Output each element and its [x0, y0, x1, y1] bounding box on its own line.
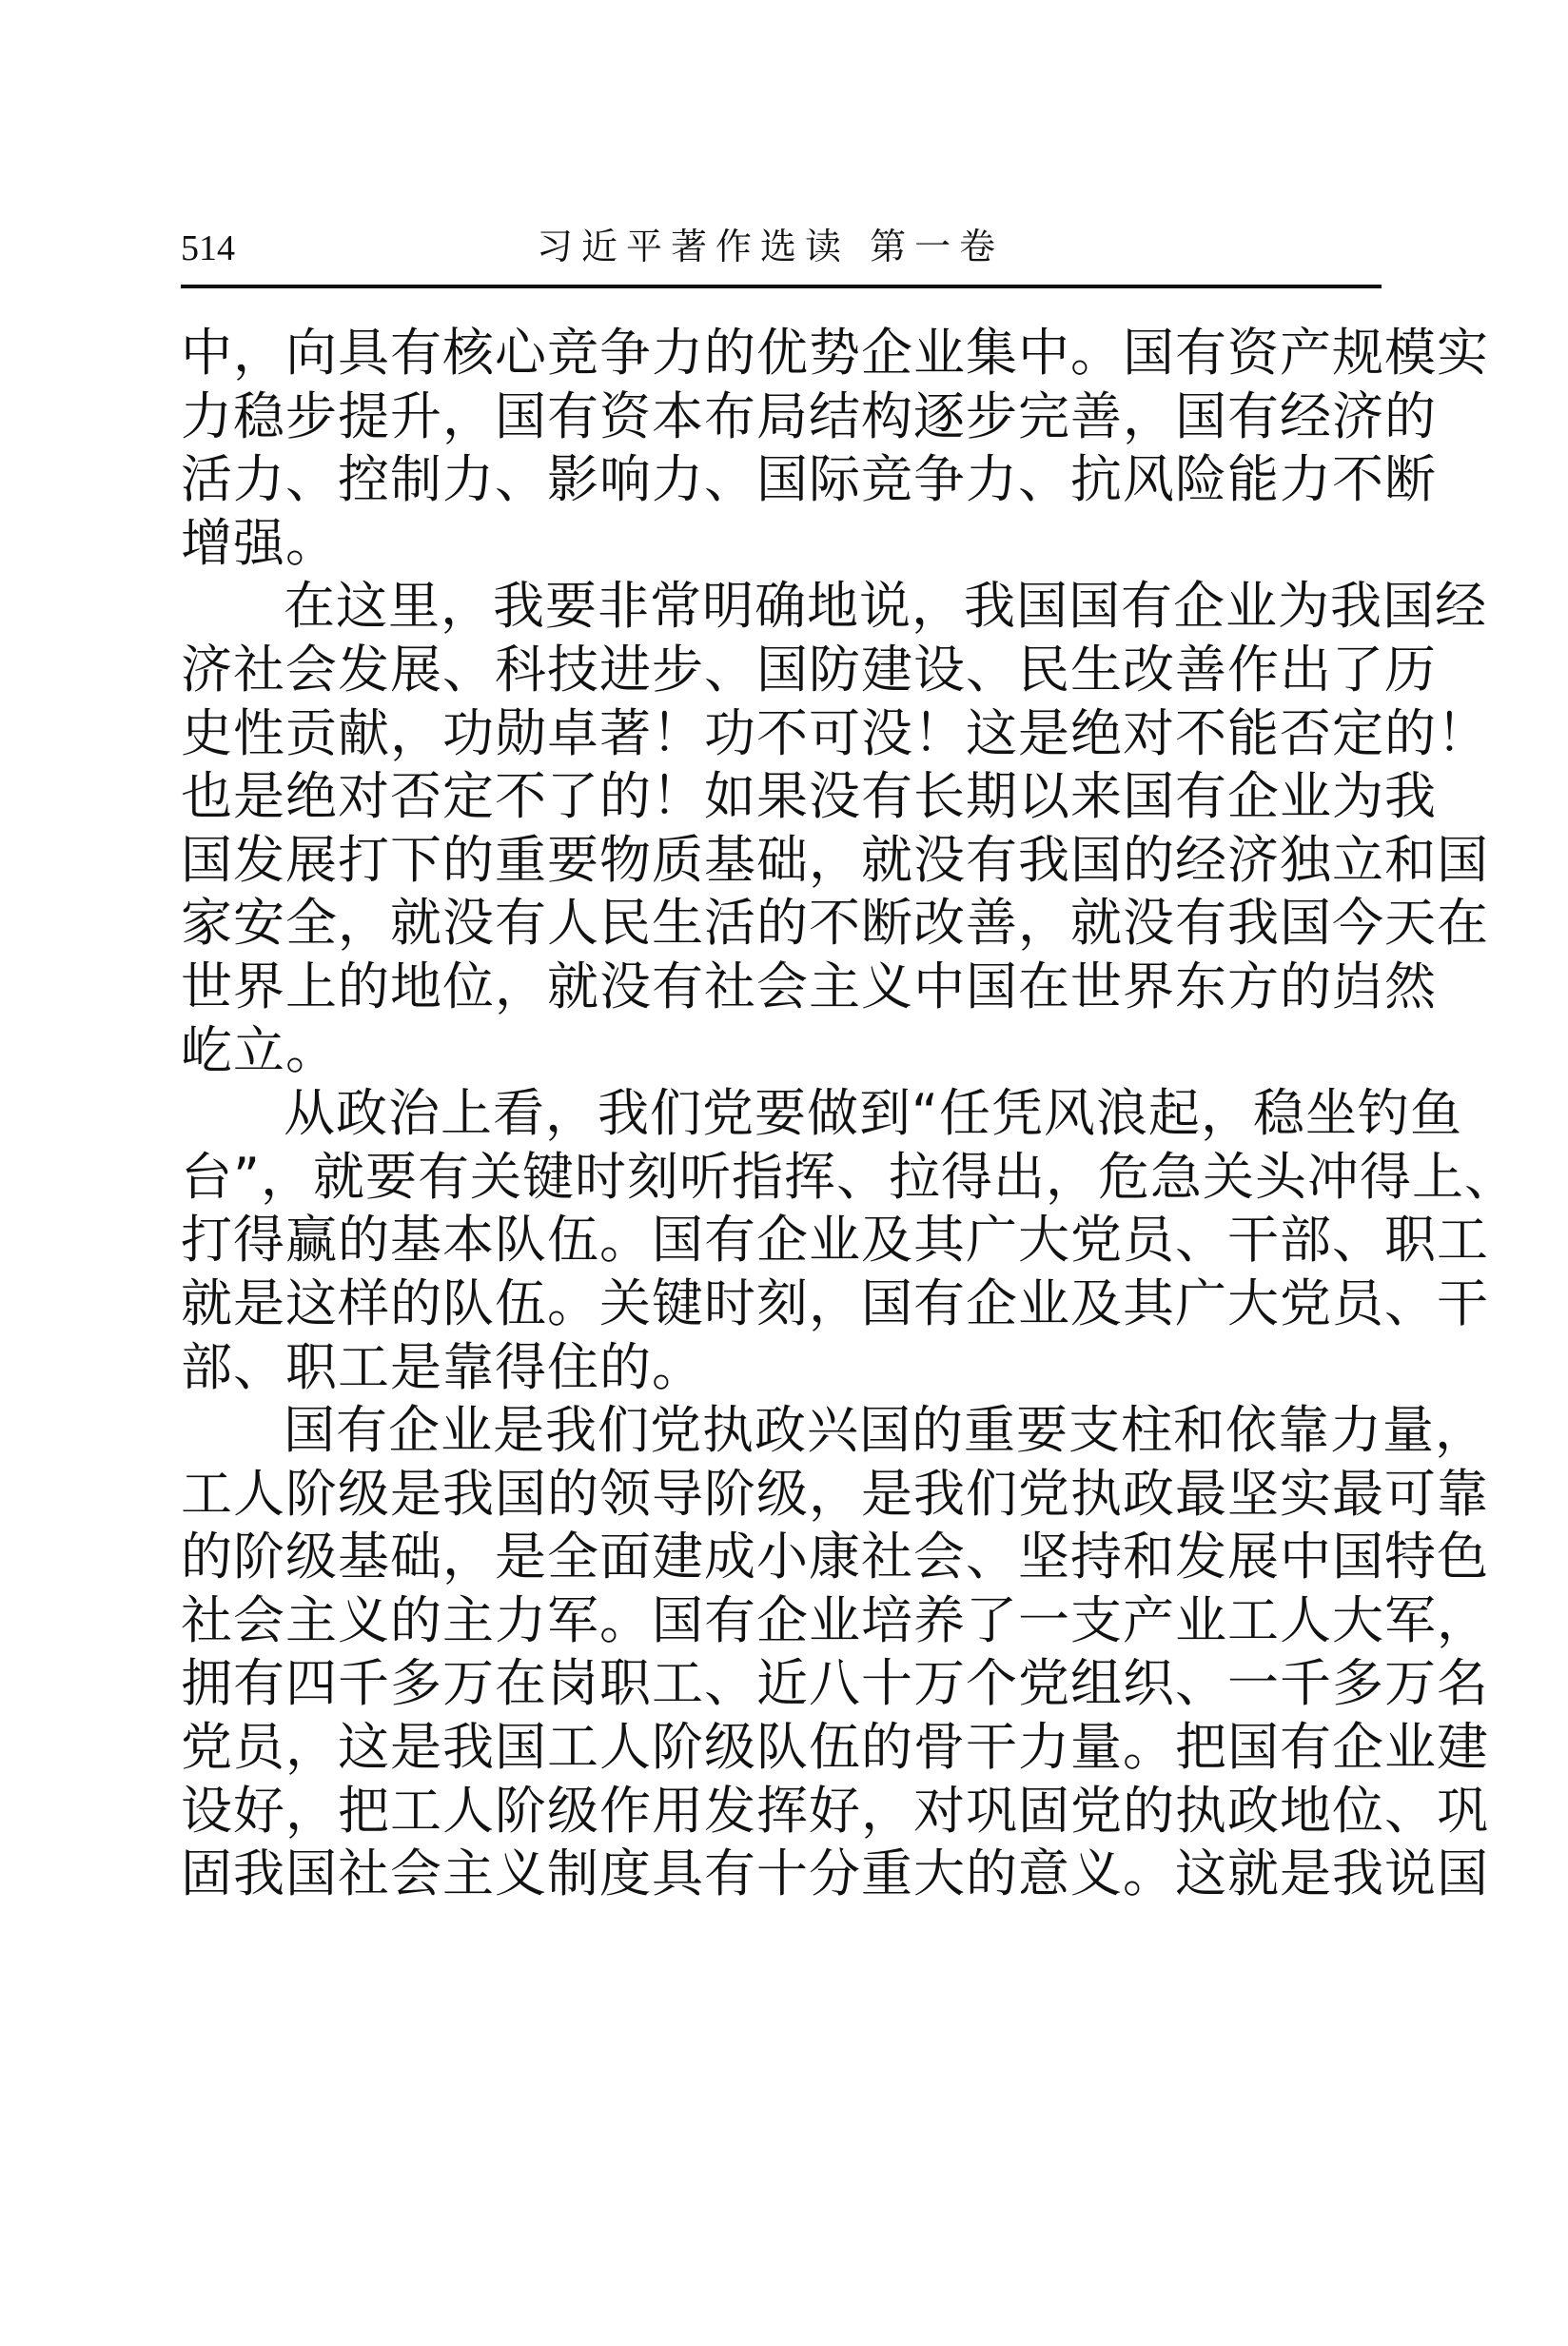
page-header: [181, 221, 1382, 287]
text-line: 工人阶级是我国的领导阶级，是我们党执政最坚实最可靠: [181, 1463, 1489, 1524]
text-line: 也是绝对否定不了的！如果没有长期以来国有企业为我: [181, 766, 1437, 827]
text-line: 世界上的地位，就没有社会主义中国在世界东方的岿然: [181, 956, 1437, 1016]
text-line: 屹立。: [181, 1019, 338, 1080]
text-line: 力稳步提升，国有资本布局结构逐步完善，国有经济的: [181, 385, 1437, 446]
paragraph-first-line: 在这里，我要非常明确地说，我国国有企业为我国经: [284, 576, 1487, 637]
text-line: 台”，就要有关键时刻听指挥、拉得出，危急关头冲得上、: [181, 1146, 1517, 1207]
text-line: 的阶级基础，是全面建成小康社会、坚持和发展中国特色: [181, 1527, 1489, 1587]
text-line: 打得赢的基本队伍。国有企业及其广大党员、干部、职工: [181, 1210, 1489, 1271]
text-line: 固我国社会主义制度具有十分重大的意义。这就是我说国: [181, 1843, 1489, 1904]
text-line: 增强。: [181, 512, 338, 573]
text-line: 家安全，就没有人民生活的不断改善，就没有我国今天在: [181, 893, 1489, 954]
text-line: 设好，把工人阶级作用发挥好，对巩固党的执政地位、巩: [181, 1780, 1489, 1841]
text-line: 中，向具有核心竞争力的优势企业集中。国有资产规模实: [181, 323, 1489, 383]
page-number: 514: [181, 228, 235, 268]
text-line: 济社会发展、科技进步、国防建设、民生改善作出了历: [181, 639, 1437, 700]
text-line: 就是这样的队伍。关键时刻，国有企业及其广大党员、干: [181, 1272, 1489, 1333]
header-rule: [181, 285, 1382, 288]
paragraph-first-line: 国有企业是我们党执政兴国的重要支柱和依靠力量，: [284, 1400, 1487, 1461]
text-line: 党员，这是我国工人阶级队伍的骨干力量。把国有企业建: [181, 1717, 1489, 1778]
body-text: [181, 322, 1517, 1906]
running-title: 习近平著作选读 第一卷: [537, 226, 1005, 267]
text-line: 拥有四千多万在岗职工、近八十万个党组织、一千多万名: [181, 1653, 1489, 1714]
text-line: 国发展打下的重要物质基础，就没有我国的经济独立和国: [181, 829, 1489, 890]
text-line: 部、职工是靠得住的。: [181, 1336, 704, 1397]
text-line: 史性贡献，功勋卓著！功不可没！这是绝对不能否定的！: [181, 702, 1489, 763]
text-line: 社会主义的主力军。国有企业培养了一支产业工人大军，: [181, 1589, 1489, 1650]
paragraph-first-line: 从政治上看，我们党要做到“任凭风浪起，稳坐钓鱼: [284, 1083, 1462, 1144]
text-line: 活力、控制力、影响力、国际竞争力、抗风险能力不断: [181, 449, 1437, 510]
